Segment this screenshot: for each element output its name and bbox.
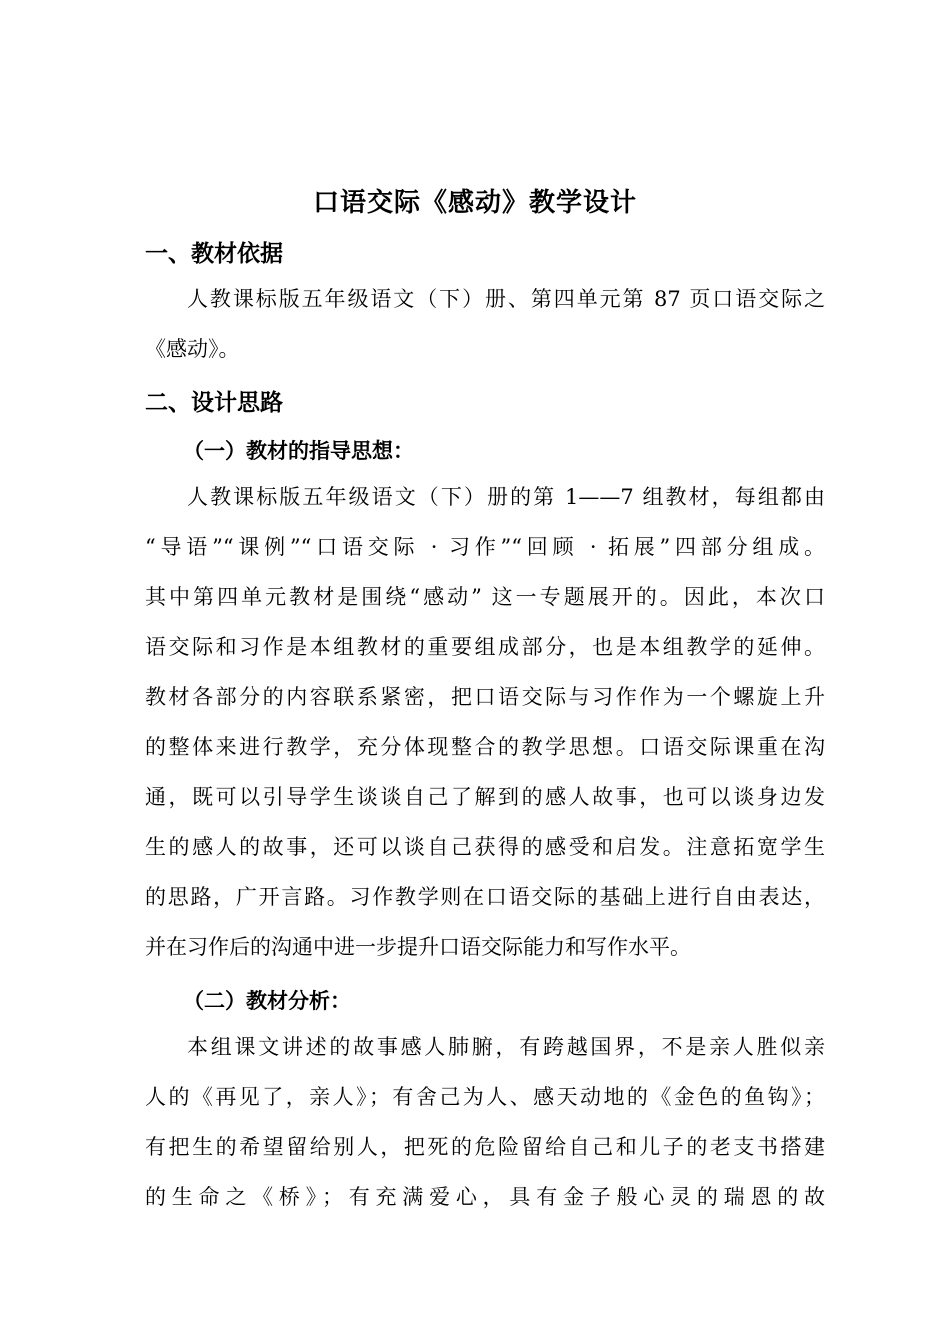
subsection-heading-guiding-thought: （一）教材的指导思想： <box>183 438 414 463</box>
paragraph-line: 的整体来进行教学，充分体现整合的教学思想。口语交际课重在沟 <box>145 735 825 759</box>
document-title: 口语交际《感动》教学设计 <box>312 188 637 218</box>
guiding-thought-paragraph <box>145 472 825 972</box>
material-analysis-paragraph <box>145 1022 825 1222</box>
paragraph-line: “导语”“课例”“口语交际 · 习作”“回顾 · 拓展”四部分组成。 <box>145 535 825 559</box>
section-basis-paragraph <box>145 274 825 374</box>
paragraph-line: 教材各部分的内容联系紧密，把口语交际与习作作为一个螺旋上升 <box>145 685 825 709</box>
section-heading-basis: 一、教材依据 <box>145 240 283 267</box>
paragraph-line: 有把生的希望留给别人，把死的危险留给自己和儿子的老支书搭建 <box>145 1135 825 1159</box>
section-heading-design: 二、设计思路 <box>145 389 283 416</box>
paragraph-line: 的思路，广开言路。习作教学则在口语交际的基础上进行自由表达， <box>145 885 825 909</box>
paragraph-line: 本组课文讲述的故事感人肺腑，有跨越国界，不是亲人胜似亲 <box>187 1035 825 1059</box>
paragraph-line: 人教课标版五年级语文（下）册的第 1——7 组教材，每组都由 <box>187 485 825 509</box>
paragraph-line: 人的《再见了，亲人》；有舍己为人、感天动地的《金色的鱼钩》； <box>145 1085 825 1109</box>
paragraph-line: 其中第四单元教材是围绕“感动” 这一专题展开的。因此，本次口 <box>145 585 825 609</box>
paragraph-line: 通，既可以引导学生谈谈自己了解到的感人故事，也可以谈身边发 <box>145 785 825 809</box>
paragraph-line: 并在习作后的沟通中进一步提升口语交际能力和写作水平。 <box>145 935 691 959</box>
subsection-heading-material-analysis: （二）教材分析： <box>183 988 351 1013</box>
paragraph-line: 语交际和习作是本组教材的重要组成部分，也是本组教学的延伸。 <box>145 635 825 659</box>
paragraph-line: 生的感人的故事，还可以谈自己获得的感受和启发。注意拓宽学生 <box>145 835 825 859</box>
paragraph-line: 人教课标版五年级语文（下）册、第四单元第 87 页口语交际之 <box>187 287 825 311</box>
paragraph-line: 的生命之《桥》；有充满爱心，具有金子般心灵的瑞恩的故 <box>145 1185 825 1209</box>
paragraph-line: 《感动》。 <box>145 337 240 361</box>
